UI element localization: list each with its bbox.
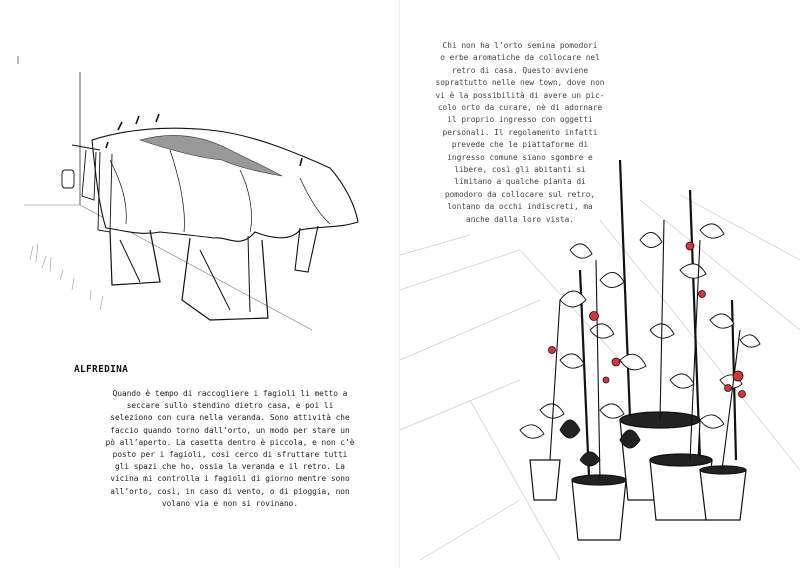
drying-rack-illustration <box>18 56 358 330</box>
right-body-text: Chi non ha l’orto semina pomodori o erbe aromatiche da collocare nel retro di casa. Questo avviene soprattutto nelle new town, dove non vi è la possibilità di avere un pic- colo orto da curare, nè di adornare il proprio ingresso con oggetti personali. Il regolamento infatti prevede che le piattaforme di ingresso comune siano sgombre e libere, così gli abitanti si limitano a qualche pianta di pomodoro da collocare sul retro, lontano da occhi indiscreti, ma anche dalla loro vista. <box>435 41 605 224</box>
section-heading: ALFREDINA <box>74 364 129 375</box>
left-body-text: Quando è tempo di raccogliere i fagioli li metto a seccare sullo stendino dietro casa, e poi li seleziono con cura nella veranda. Sono attività che faccio quando torno dall’orto, un modo per stare un pò all’aperto. La casetta dentro è piccola, e non c’è posto per i fagioli, così cerco di sfruttare tutti gli spazi che ho, ossia la veranda e il retro. La vicina mi controlla i fagioli di giorno mentre sono all’orto, così, in caso di vento, o di pioggia, non volano via e non si rovinano. <box>105 389 355 508</box>
